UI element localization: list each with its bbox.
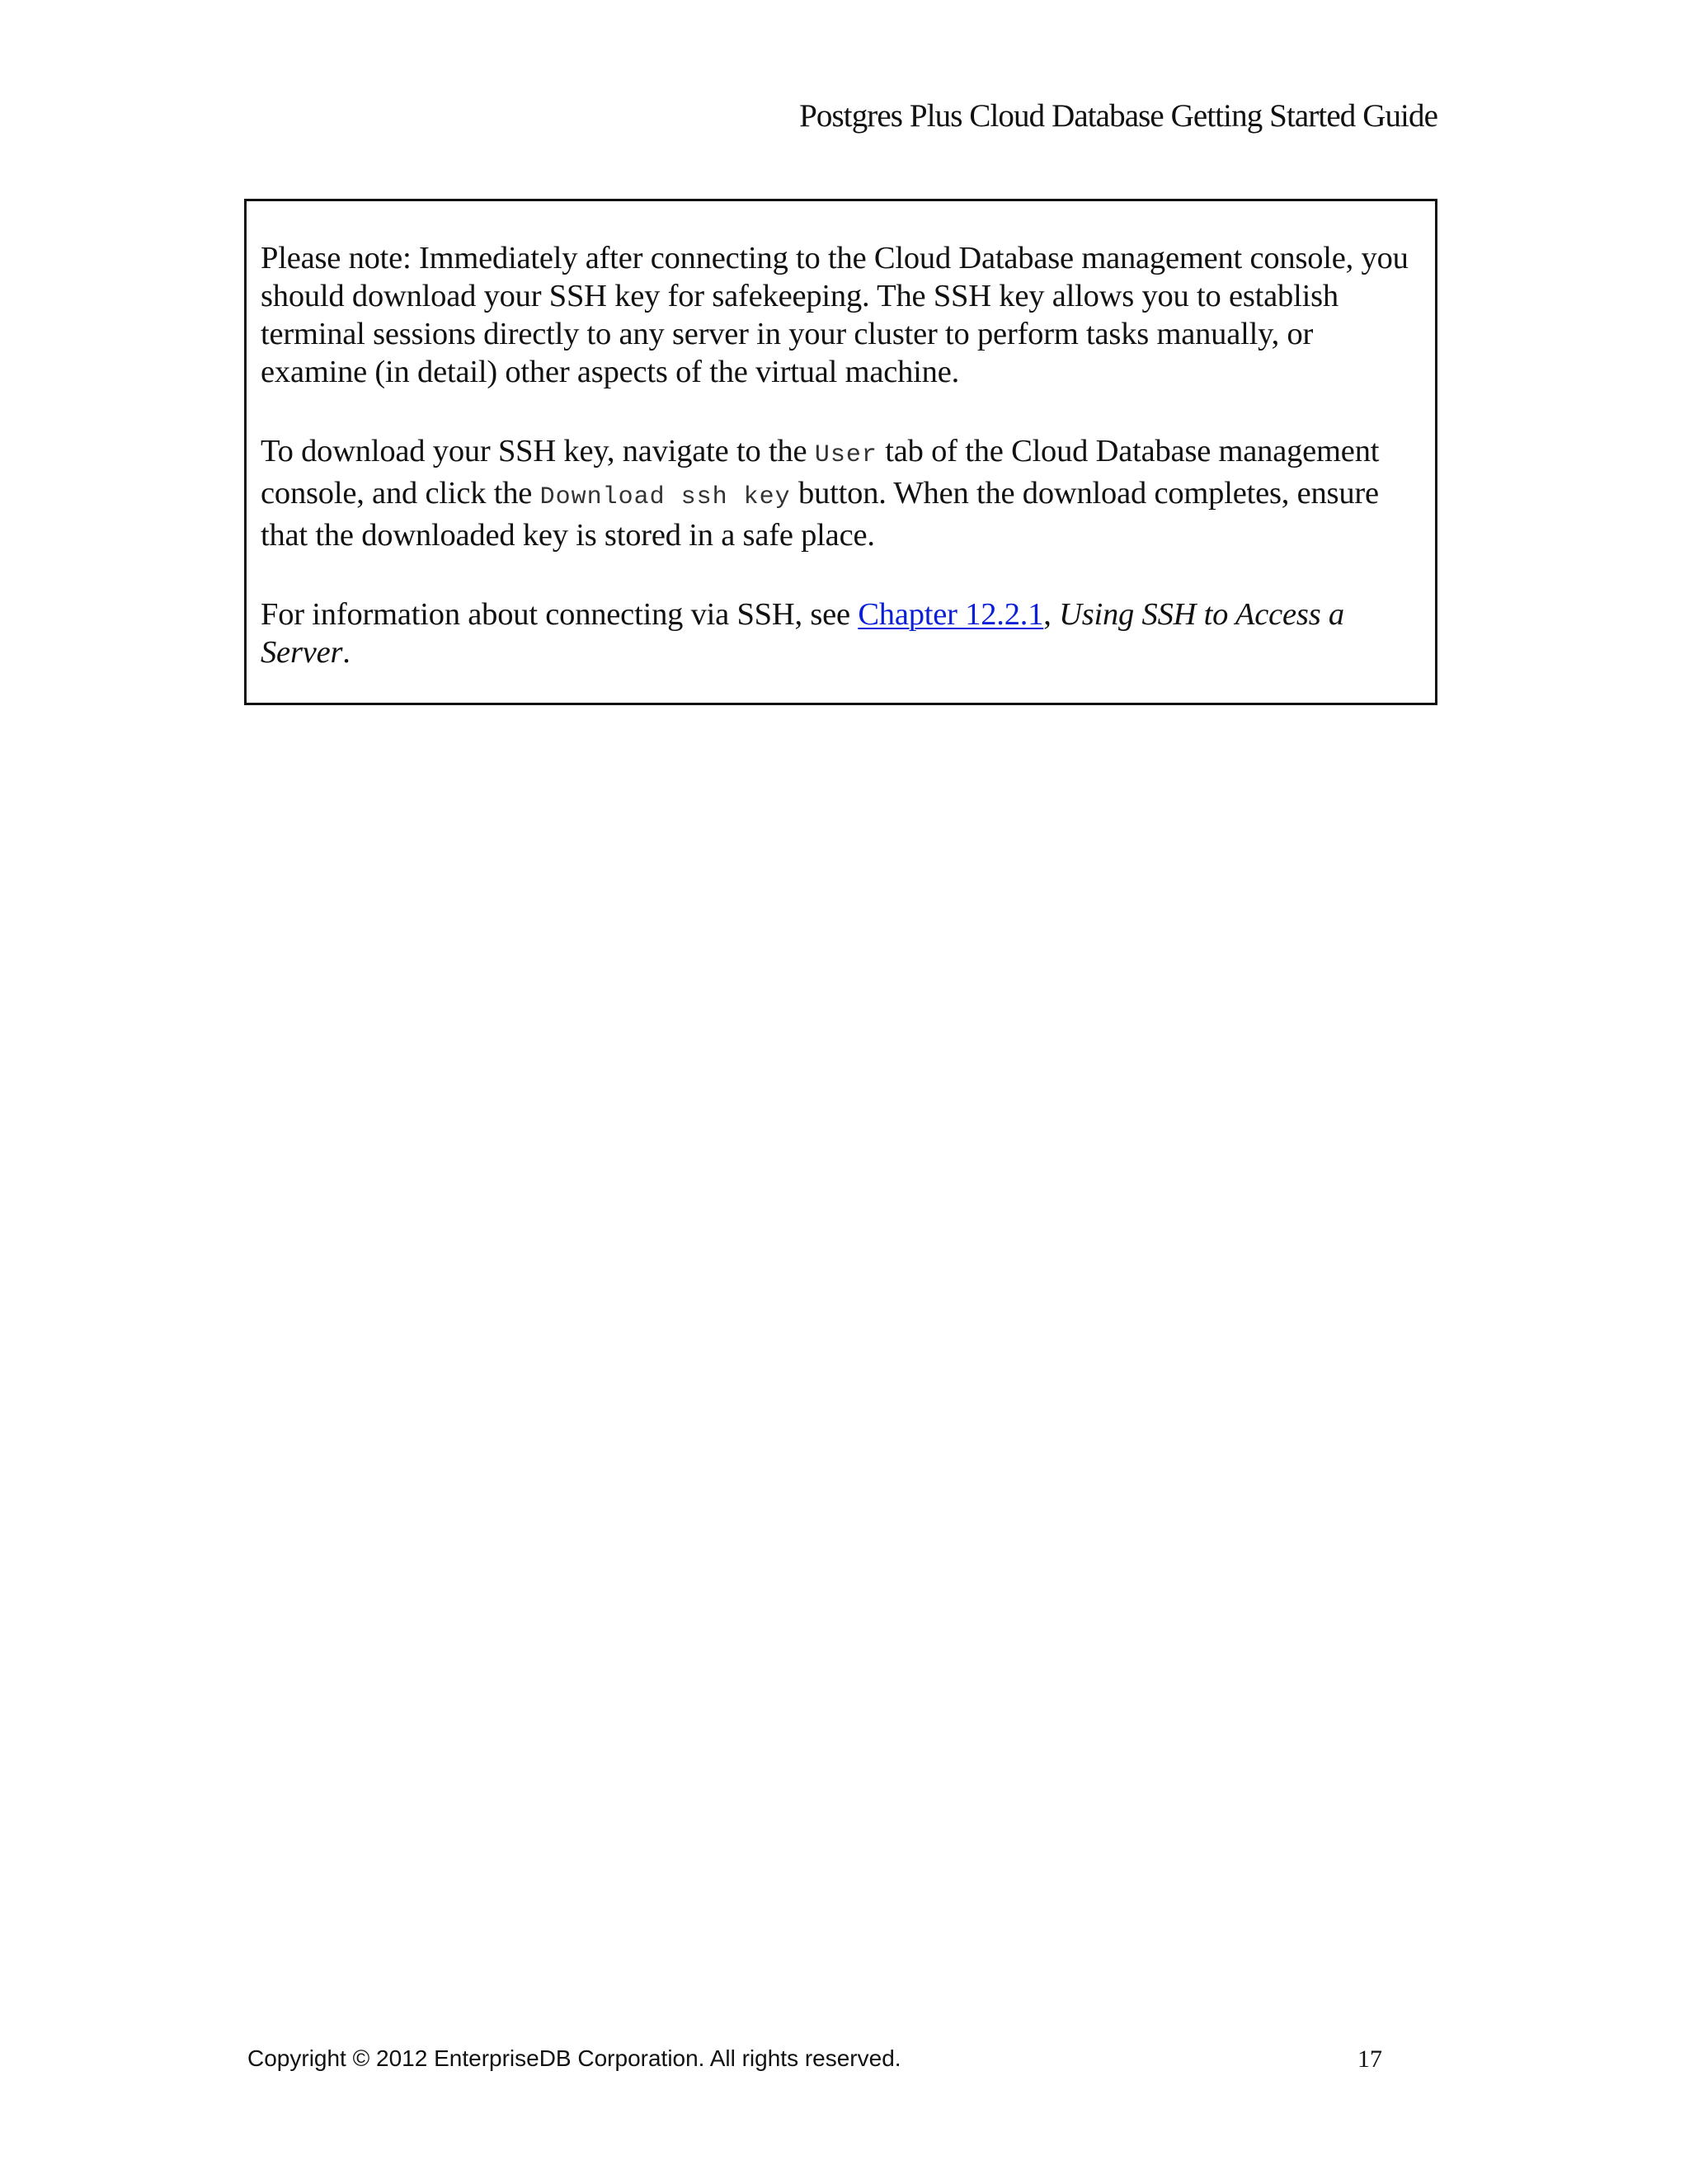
note-text: tab of the Cloud Database management console, and click the bbox=[261, 434, 1380, 511]
user-tab-code: User bbox=[814, 441, 877, 469]
note-text: button. When the download completes, ensure that the downloaded key is stored in a safe place. bbox=[261, 476, 1379, 553]
note-box bbox=[244, 199, 1437, 705]
note-paragraph-1: Please note: Immediately after connecting to the Cloud Database management console, you should download your SSH key for safekeeping. The SSH key allows you to establish terminal sessions directly to any server in your cluster to perform tasks manually, or examine (in detail) other aspects of the virtual machine. bbox=[261, 241, 1409, 389]
note-text: To download your SSH key, navigate to the bbox=[261, 434, 815, 468]
page-number: 17 bbox=[1357, 2045, 1382, 2073]
section-title-italic: Using SSH to Access a Server bbox=[261, 597, 1344, 670]
chapter-link[interactable]: Chapter 12.2.1 bbox=[858, 597, 1044, 632]
footer-copyright: Copyright © 2012 EnterpriseDB Corporation. All rights reserved. bbox=[247, 2045, 901, 2071]
note-paragraph-2 bbox=[261, 432, 1423, 554]
note-content bbox=[261, 239, 1423, 671]
note-paragraph-3 bbox=[261, 595, 1423, 671]
running-header-title: Postgres Plus Cloud Database Getting Started Guide bbox=[799, 98, 1437, 134]
note-text: For information about connecting via SSH, see bbox=[261, 597, 859, 632]
note-text: . bbox=[342, 635, 351, 670]
note-text: , bbox=[1043, 597, 1060, 632]
download-ssh-key-code: Download ssh key bbox=[539, 483, 791, 511]
